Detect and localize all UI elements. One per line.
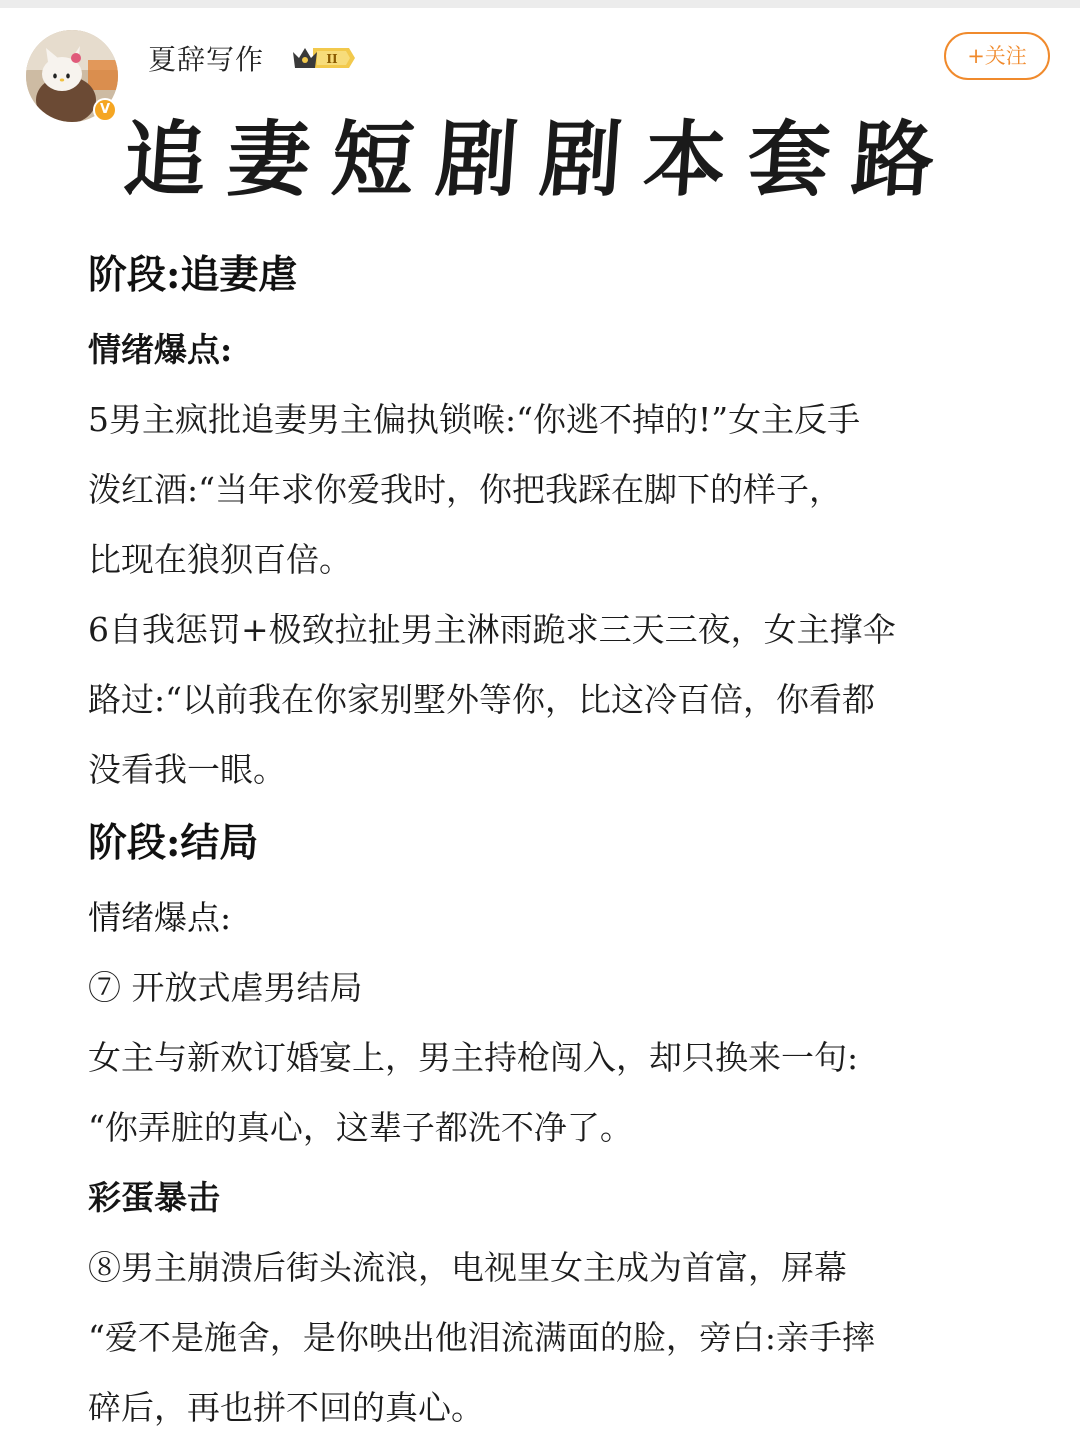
level-text: II — [326, 52, 338, 66]
paragraph-line: 女主与新欢订婚宴上，男主持枪闯入，却只换来一句: — [88, 1038, 859, 1077]
paragraph-line: 路过:“以前我在你家别墅外等你，比这冷百倍，你看都 — [88, 680, 875, 719]
paragraph-line: 泼红酒:“当年求你爱我时，你把我踩在脚下的样子， — [88, 470, 842, 509]
paragraph-line: 碎后，再也拼不回的真心。 — [88, 1388, 484, 1427]
stage1-emotion-label: 情绪爆点: — [88, 330, 233, 369]
stage1-heading: 阶段:追妻虐 — [88, 252, 298, 298]
paragraph-line: ⑧男主崩溃后街头流浪，电视里女主成为首富，屏幕 — [88, 1248, 847, 1287]
paragraph-line: 5男主疯批追妻男主偏执锁喉:“你逃不掉的!”女主反手 — [88, 400, 861, 439]
paragraph-line: “爱不是施舍，是你映出他泪流满面的脸，旁白:亲手摔 — [88, 1318, 875, 1357]
username[interactable]: 夏辞写作 — [148, 43, 265, 76]
paragraph-line: 没看我一眼。 — [88, 750, 286, 789]
stage2-heading: 阶段:结局 — [88, 820, 259, 866]
poster-title: 追妻短剧剧本套路 — [120, 112, 960, 208]
stage2-emotion-label: 情绪爆点: — [88, 898, 232, 937]
paragraph-line: “你弄脏的真心，这辈子都洗不净了。 — [88, 1108, 633, 1147]
paragraph-line: 6自我惩罚+极致拉扯男主淋雨跪求三天三夜，女主撑伞 — [88, 610, 896, 649]
paragraph-line: 比现在狼狈百倍。 — [88, 540, 352, 579]
follow-button[interactable]: +关注 — [944, 32, 1050, 80]
paragraph-line: ⑦ 开放式虐男结局 — [88, 968, 363, 1007]
top-divider — [0, 0, 1080, 8]
bonus-heading: 彩蛋暴击 — [88, 1178, 220, 1217]
level-badge — [291, 44, 357, 72]
verified-badge: V — [93, 98, 117, 122]
post-content — [88, 245, 1008, 1443]
